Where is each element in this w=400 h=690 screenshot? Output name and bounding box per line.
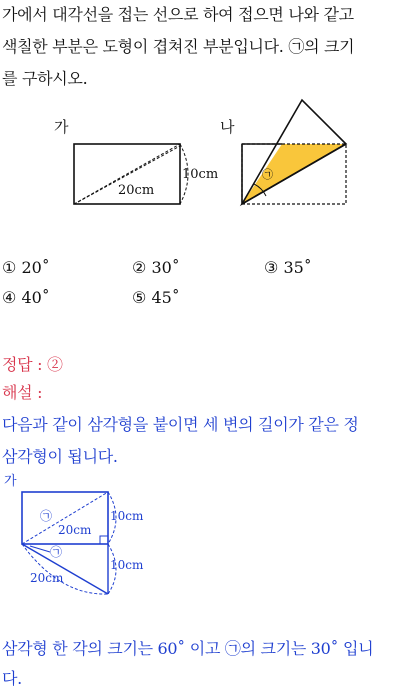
- choice-3[interactable]: [264, 258, 312, 277]
- choice-4[interactable]: [2, 288, 50, 307]
- figure-na: [218, 96, 358, 212]
- right-angle-mark: [100, 536, 108, 544]
- figure-na-svg: [218, 96, 358, 212]
- solution-figure-label: 가: [4, 474, 17, 489]
- question-line-1: 가에서 대각선을 접는 선으로 하여 접으면 나와 같고: [2, 5, 354, 24]
- explanation-line-2: 삼각형이 됩니다.: [2, 447, 118, 466]
- choice-4-value: 40˚: [21, 288, 50, 307]
- choice-1-value: 20˚: [21, 258, 50, 277]
- choice-3-value: 35˚: [283, 258, 312, 277]
- question-line-3: 를 구하시오.: [2, 69, 88, 88]
- choice-2-value: 30˚: [151, 258, 180, 277]
- choice-1-num: ①: [2, 258, 17, 277]
- question-line-2: 색칠한 부분은 도형이 겹쳐진 부분입니다. ㉠의 크기: [2, 37, 355, 56]
- choice-1[interactable]: [2, 258, 50, 277]
- conclusion-line-1: 삼각형 한 각의 크기는 60˚ 이고 ㉠의 크기는 30˚ 입니: [2, 639, 374, 658]
- dim-20cm: 20cm: [118, 183, 155, 198]
- figure-ga-label: 가: [54, 118, 69, 136]
- figure-na-label: 나: [220, 118, 235, 136]
- explanation-label: 해설 :: [2, 383, 43, 402]
- choice-2-num: ②: [132, 258, 147, 277]
- solution-dim-bottom: 10cm: [110, 558, 144, 572]
- choice-4-num: ④: [2, 288, 17, 307]
- answer-label: 정답 : ②: [2, 355, 63, 374]
- solution-lower-edge: [22, 544, 108, 594]
- dim-10cm: 10cm: [182, 167, 219, 182]
- choice-5-num: ⑤: [132, 288, 147, 307]
- solution-figure: [0, 470, 170, 602]
- solution-angle-top-icon: ㉠: [40, 509, 53, 523]
- conclusion-line-2: 다.: [2, 669, 22, 688]
- solution-figure-svg: [0, 470, 170, 602]
- explanation-line-1: 다음과 같이 삼각형을 붙이면 세 변의 길이가 같은 정: [2, 415, 359, 434]
- solution-dim-diag: 20cm: [58, 523, 92, 537]
- choice-3-num: ③: [264, 258, 279, 277]
- angle-mark-icon: ㉠: [262, 168, 273, 181]
- choice-2[interactable]: [132, 258, 180, 277]
- solution-dim-top: 10cm: [110, 509, 144, 523]
- choice-5-value: 45˚: [151, 288, 180, 307]
- solution-angle-bottom-icon: ㉠: [50, 545, 63, 559]
- choice-5[interactable]: [132, 288, 180, 307]
- solution-dim-lower: 20cm: [30, 571, 64, 585]
